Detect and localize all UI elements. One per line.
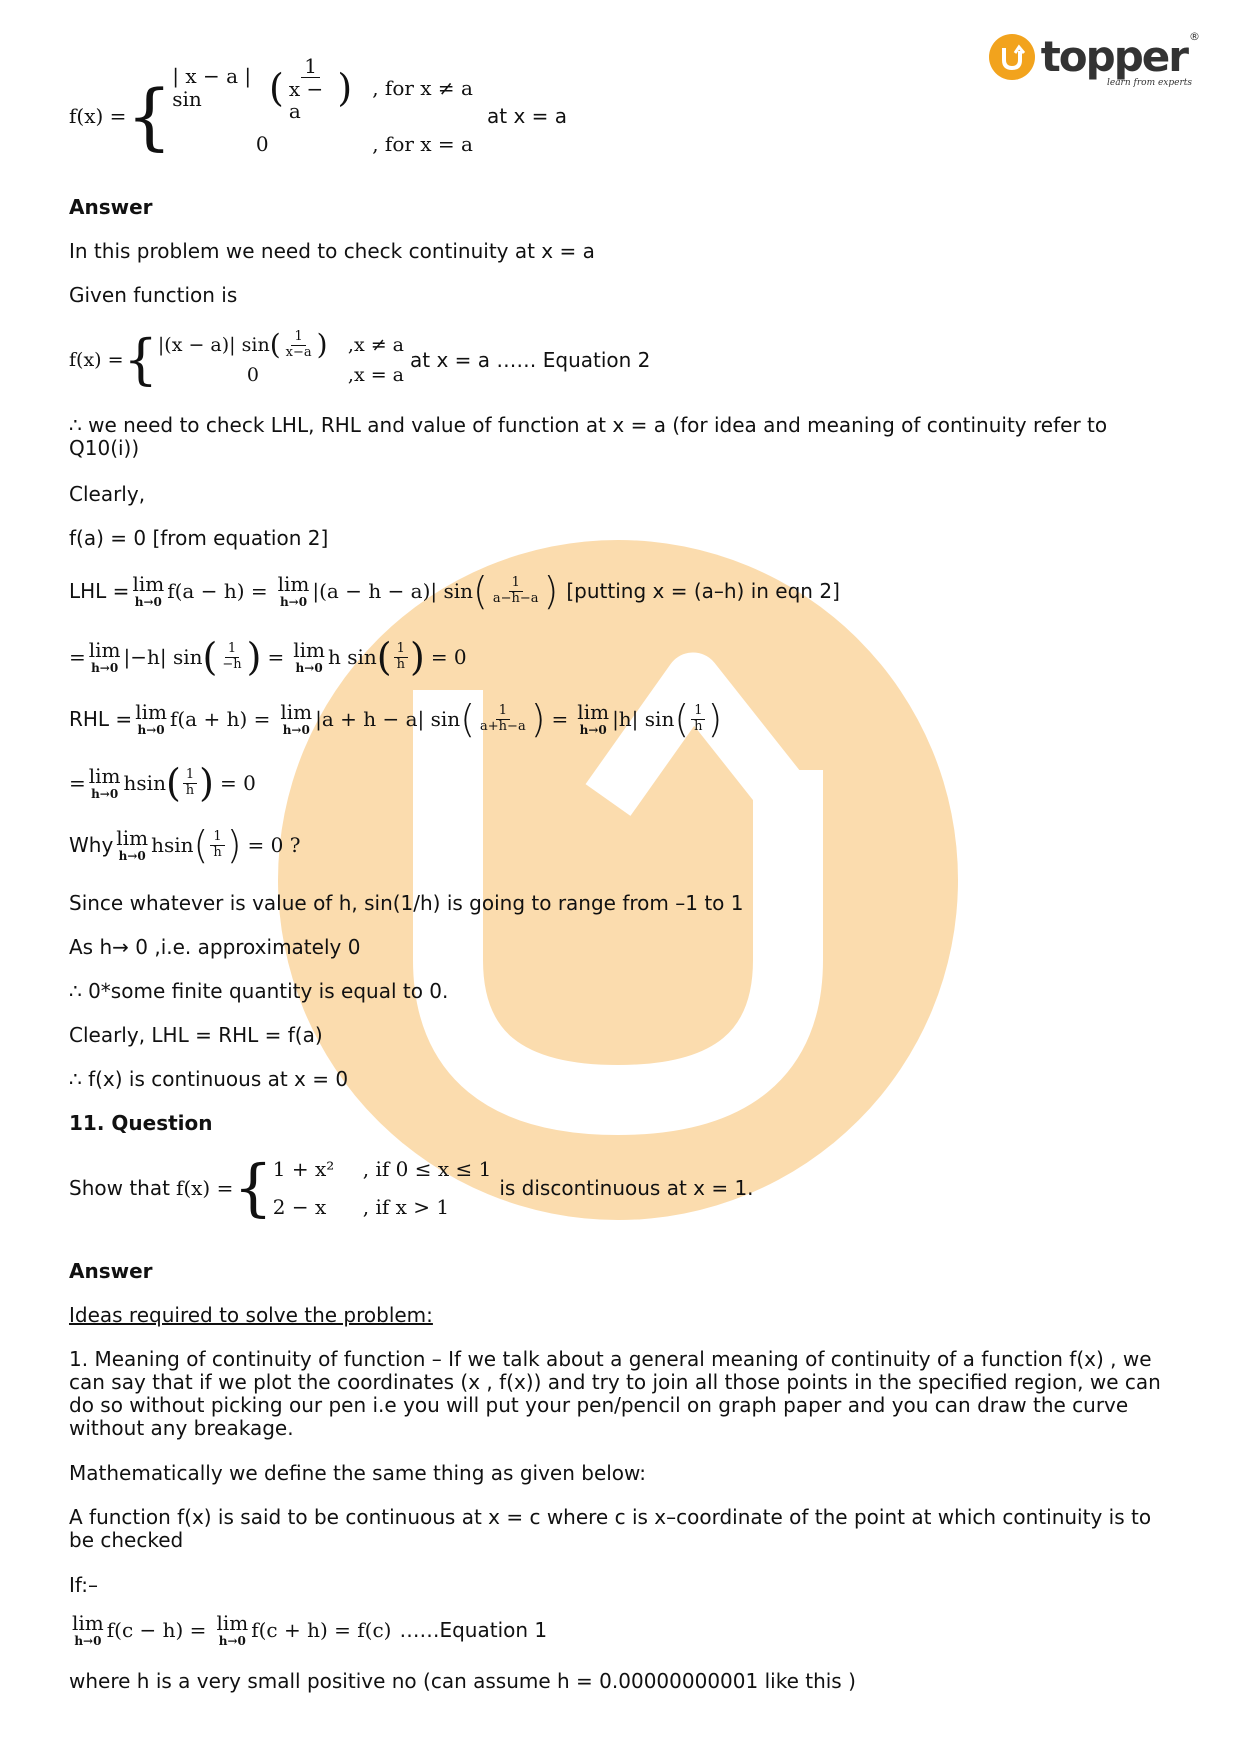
- lim-text: lim: [277, 572, 310, 596]
- logo-registered: ®: [1189, 30, 1200, 43]
- answer-heading-1: Answer: [69, 195, 153, 219]
- lhl-num: 1: [509, 576, 523, 591]
- r2-a: hsin: [123, 770, 166, 795]
- lhl-line-2: = lim h→0 |−h| sin ( $\frac{1}{-h}$ ) = lim h→0 h sin ( $\frac{1}{h}$ ) = 0: [69, 635, 467, 679]
- lim-sub: h→0: [74, 1634, 102, 1648]
- lim-sub: h→0: [134, 595, 162, 609]
- eq-lhs: f(x) =: [69, 103, 127, 128]
- top-equation: f(x) = { | x − a | sin ( $\frac{1}{x - a}$ ) , for x ≠ a 0 , for x = a at x = a: [69, 53, 568, 158]
- lim-text: lim: [132, 572, 165, 596]
- lim-sub: h→0: [295, 661, 323, 675]
- eq1-b: f(c + h) = f(c): [251, 1617, 392, 1642]
- l2-a: |−h| sin: [123, 644, 203, 669]
- lim-text: lim: [88, 764, 121, 788]
- lim-text: lim: [72, 1611, 104, 1635]
- eq-trail: at x = a: [486, 103, 568, 128]
- q11-row1: 1 + x²: [272, 1156, 335, 1181]
- q11-cond2: , if x > 1: [362, 1194, 450, 1219]
- q11-trail: is discontinuous at x = 1.: [499, 1175, 754, 1200]
- eq2-cond2: ,x = a: [347, 363, 404, 386]
- eq2-lhs: f(x) =: [69, 348, 124, 371]
- answer2-p1: 1. Meaning of continuity of function – If we talk about a general meaning of continuity of a function f(x) , we can say that if we plot the coordinates (x , f(x)) and try to join all those points in the specified region, we can do so without picking our pen i.e you will put your pen/pencil on graph paper and you can draw the curve without any breakage.: [69, 1347, 1161, 1440]
- lim-sub: h→0: [282, 723, 310, 737]
- lim-sub: h→0: [279, 595, 308, 609]
- rhl-num: 1: [496, 704, 510, 719]
- answer2-p3: A function f(x) is said to be continuous at x = c where c is x–coordinate of the point at which continuity is to be checked: [69, 1505, 1152, 1552]
- lim-text: lim: [88, 638, 121, 662]
- lim-sub: h→0: [218, 1634, 246, 1648]
- rhl-line: RHL = lim h→0 f(a + h) = lim h→0 |a + h − a| sin ( $\frac{1}{a+h-a}$ ) = lim h→0 |h| sin ( $\frac{1}{h}$ ): [69, 697, 723, 741]
- lim-sub: h→0: [137, 723, 165, 737]
- r2-num: 1: [183, 768, 197, 783]
- l2-den2: h: [396, 656, 405, 672]
- rhl-den: a+h−a: [480, 718, 526, 734]
- q11-show: Show that: [69, 1175, 170, 1200]
- answer1-p4: Clearly,: [69, 482, 146, 506]
- eq2-row2: 0: [246, 363, 259, 386]
- answer2-p4: If:–: [69, 1573, 98, 1597]
- rhl-c: |h| sin: [612, 706, 675, 731]
- r2-den: h: [185, 782, 195, 798]
- answer1-p10: ∴ f(x) is continuous at x = 0: [69, 1067, 349, 1091]
- r2-b: = 0: [219, 770, 256, 795]
- question-11-heading: 11. Question: [69, 1111, 213, 1135]
- why-b: = 0 ?: [247, 832, 301, 857]
- l2-b: h sin: [328, 644, 377, 669]
- answer-heading-2: Answer: [69, 1259, 153, 1283]
- eq-row1-cond: , for x ≠ a: [372, 75, 473, 100]
- eq-row2-expr: 0: [255, 131, 269, 156]
- lim-text: lim: [135, 700, 167, 724]
- answer1-p2: Given function is: [69, 283, 238, 307]
- equation-2: f(x) = { |(x − a)| sin ( $\frac{1}{x-a}$ ) ,x ≠ a 0 ,x = a at x = a …… Equation 2: [69, 328, 651, 391]
- rhl-line-2: = lim h→0 hsin ( $\frac{1}{h}$ ) = 0: [69, 761, 256, 805]
- lhl-label: LHL =: [69, 578, 130, 603]
- equation-1: [69, 1612, 1180, 1647]
- rhl-b: |a + h − a| sin: [315, 706, 461, 731]
- eq-row1-num: 1: [301, 55, 320, 78]
- lim-sub: h→0: [91, 661, 119, 675]
- eq2-row1: |(x − a)| sin: [157, 333, 270, 356]
- lim-sub: h→0: [118, 849, 146, 863]
- eq2-trail: at x = a …… Equation 2: [410, 347, 651, 372]
- answer1-p7: As h→ 0 ,i.e. approximately 0: [69, 935, 361, 959]
- logo-wordmark: topper: [1040, 32, 1187, 81]
- eq2-den: x−a: [285, 344, 312, 360]
- answer1-p3: ∴ we need to check LHL, RHL and value of function at x = a (for idea and meaning of continuity refer to Q10(i)): [69, 413, 1108, 460]
- logo-tagline: learn from experts: [1106, 78, 1192, 88]
- eq-row1-expr: | x − a | sin: [172, 64, 252, 111]
- lhl-b: |(a − h − a)| sin: [312, 578, 474, 603]
- why-num: 1: [210, 830, 224, 845]
- eq2-num: 1: [291, 330, 305, 345]
- lhl-a: f(a − h) =: [167, 578, 268, 603]
- why-line: Why lim h→0 hsin ( $\frac{1}{h}$ ) = 0 ?: [69, 823, 301, 867]
- l2-den: −h: [222, 656, 242, 672]
- answer1-p6: Since whatever is value of h, sin(1/h) is going to range from –1 to 1: [69, 891, 744, 915]
- answer1-p8: ∴ 0*some finite quantity is equal to 0.: [69, 979, 449, 1003]
- q11-row2: 2 − x: [272, 1194, 327, 1219]
- eq1-trail: ……Equation 1: [399, 1617, 548, 1642]
- l2-num2: 1: [394, 642, 408, 657]
- q11-lhs: f(x) =: [175, 1175, 234, 1200]
- lhl-trail: [putting x = (a–h) in eqn 2]: [566, 578, 840, 603]
- eq-row1-den: x − a: [288, 76, 324, 123]
- why-a: hsin: [151, 832, 194, 857]
- answer2-p2: Mathematically we define the same thing as given below:: [69, 1461, 647, 1485]
- l2-num: 1: [225, 642, 239, 657]
- eq2-cond1: ,x ≠ a: [347, 333, 404, 356]
- lhl-den: a−h−a: [492, 590, 539, 606]
- lim-sub: h→0: [91, 787, 119, 801]
- why-den: h: [213, 844, 222, 860]
- rhl-label: RHL =: [69, 706, 133, 731]
- why-label: Why: [69, 832, 114, 857]
- lim-sub: h→0: [579, 723, 607, 737]
- l2-c: = 0: [430, 644, 467, 669]
- lim-text: lim: [577, 700, 610, 724]
- rhl-den2: h: [694, 718, 703, 734]
- answer1-p1: In this problem we need to check continuity at x = a: [69, 239, 595, 263]
- answer1-p9: Clearly, LHL = RHL = f(a): [69, 1023, 323, 1047]
- rhl-num2: 1: [691, 704, 705, 719]
- rhl-a: f(a + h) =: [169, 706, 271, 731]
- answer1-p5: f(a) = 0 [from equation 2]: [69, 526, 329, 550]
- q11-cond1: , if 0 ≤ x ≤ 1: [362, 1156, 492, 1181]
- lim-text: lim: [280, 700, 313, 724]
- lim-text: lim: [116, 826, 149, 850]
- eq1-a: f(c − h) =: [106, 1617, 207, 1642]
- lim-text: lim: [293, 638, 325, 662]
- lim-text: lim: [216, 1611, 249, 1635]
- ideas-heading: Ideas required to solve the problem:: [69, 1303, 433, 1327]
- eq-row2-cond: , for x = a: [372, 131, 473, 156]
- lhl-line: LHL = lim h→0 f(a − h) = lim h→0 |(a − h − a)| sin ( $\frac{1}{a-h-a}$ ) [putting x = (a–h) in eqn 2]: [69, 569, 840, 613]
- q11-equation: Show that f(x) = { 1 + x² , if 0 ≤ x ≤ 1 2 − x , if x > 1 is discontinuous at x = 1.: [69, 1151, 754, 1224]
- answer2-p5: where h is a very small positive no (can assume h = 0.00000000001 like this ): [69, 1669, 856, 1693]
- left-brace: {: [126, 74, 173, 158]
